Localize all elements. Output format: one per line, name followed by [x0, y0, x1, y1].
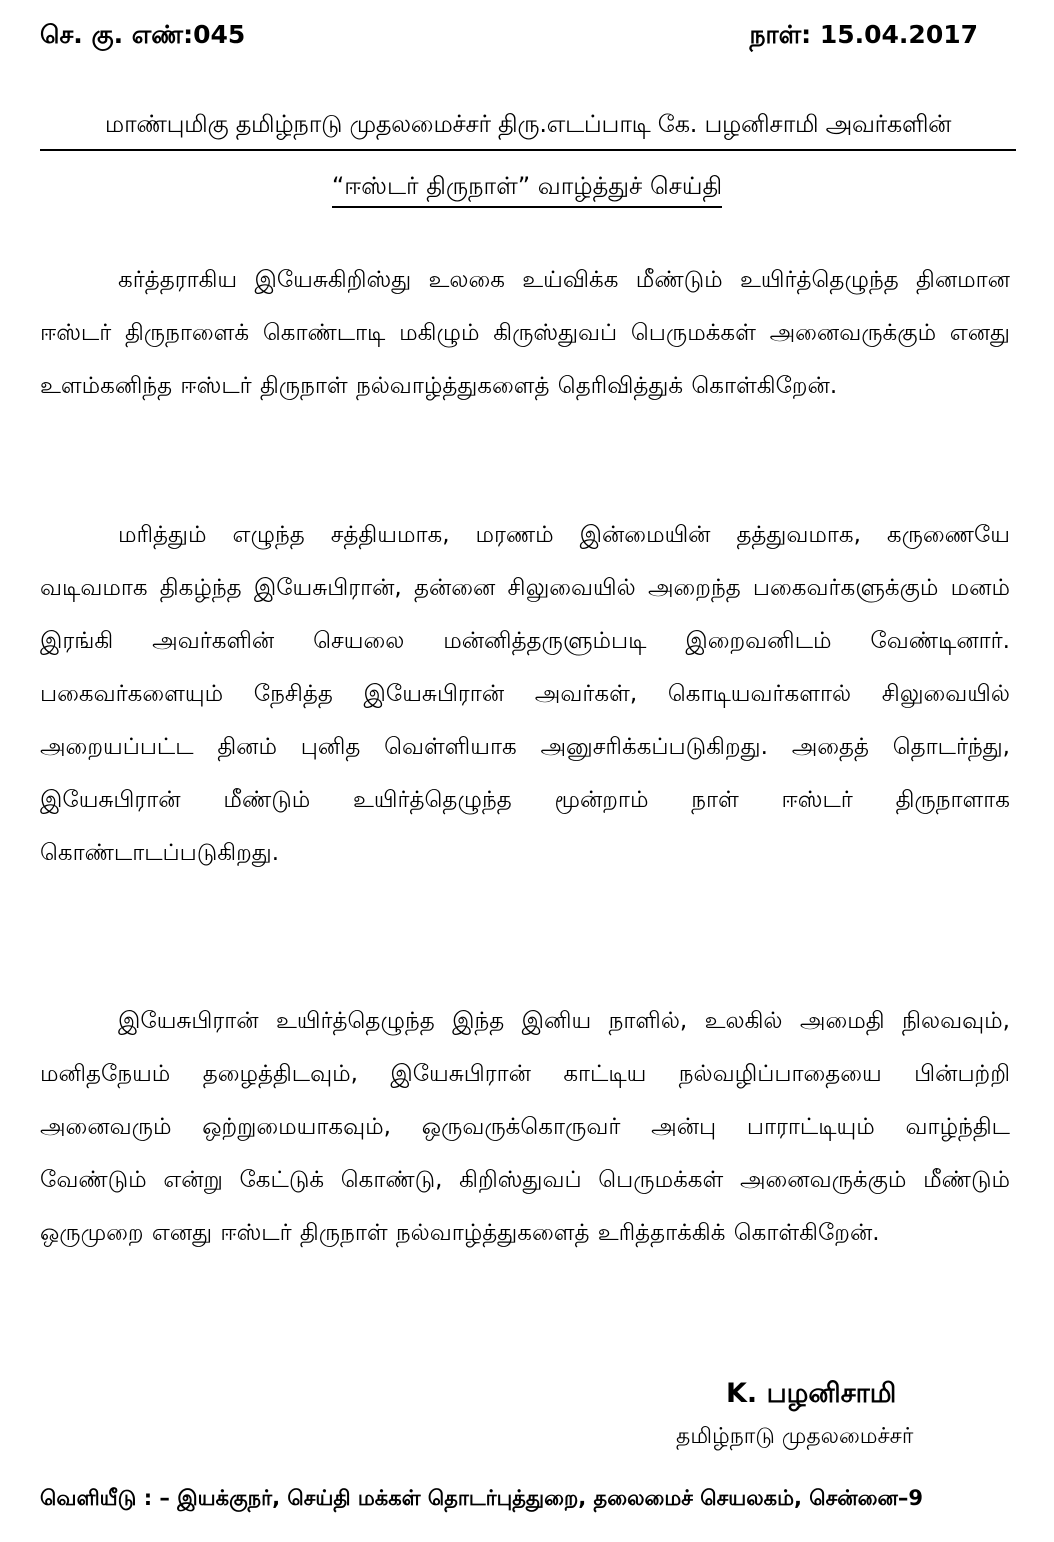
release-date: நாள்: 15.04.2017: [749, 20, 978, 49]
signatory-title: தமிழ்நாடு முதலமைச்சர்: [676, 1424, 914, 1449]
document-title-line2-wrapper: [0, 172, 1054, 208]
release-footer: வெளியீடு : – இயக்குநர், செய்தி மக்கள் தொடர்புத்துறை, தலைமைச் செயலகம், சென்னை–9: [40, 1486, 923, 1510]
message-paragraph-1: கர்த்தராகிய இயேசுகிறிஸ்து உலகை உய்விக்க மீண்டும் உயிர்த்தெழுந்த தினமான ஈஸ்டர் திருநாளைக் கொண்டாடி மகிழும் கிருஸ்துவப் பெருமக்கள் அனைவருக்கும் எனது உளம்கனிந்த ஈஸ்டர் திருநாள் நல்வாழ்த்துகளைத் தெரிவித்துக் கொள்கிறேன்.: [40, 267, 1010, 399]
reference-number: செ. கு. எண்:045: [40, 20, 246, 49]
document-title-line2: “ஈஸ்டர் திருநாள்” வாழ்த்துச் செய்தி: [332, 172, 722, 208]
message-paragraph-2: மரித்தும் எழுந்த சத்தியமாக, மரணம் இன்மையின் தத்துவமாக, கருணையே வடிவமாக திகழ்ந்த இயேசுபிரான், தன்னை சிலுவையில் அறைந்த பகைவர்களுக்கும் மனம் இரங்கி அவர்களின் செயலை மன்னித்தருளும்படி இறைவனிடம் வேண்டினார். பகைவர்களையும் நேசித்த இயேசுபிரான் அவர்கள், கொடியவர்களால் சிலுவையில் அறையப்பட்ட தினம் புனித வெள்ளியாக அனுசரிக்கப்படுகிறது. அதைத் தொடர்ந்து, இயேசுபிரான் மீண்டும் உயிர்த்தெழுந்த மூன்றாம் நாள் ஈஸ்டர் திருநாளாக கொண்டாடப்படுகிறது.: [40, 522, 1010, 866]
message-paragraph-3: இயேசுபிரான் உயிர்த்தெழுந்த இந்த இனிய நாளில், உலகில் அமைதி நிலவவும், மனிதநேயம் தழைத்திடவும், இயேசுபிரான் காட்டிய நல்வழிப்பாதையை பின்பற்றி அனைவரும் ஒற்றுமையாகவும், ஒருவருக்கொருவர் அன்பு பாராட்டியும் வாழ்ந்திட வேண்டும் என்று கேட்டுக் கொண்டு, கிறிஸ்துவப் பெருமக்கள் அனைவருக்கும் மீண்டும் ஒருமுறை எனது ஈஸ்டர் திருநாள் நல்வாழ்த்துகளைத் உரித்தாக்கிக் கொள்கிறேன்.: [40, 1008, 1010, 1246]
signatory-name: K. பழனிசாமி: [726, 1378, 897, 1409]
document-title-line1: மாண்புமிகு தமிழ்நாடு முதலமைச்சர் திரு.எடப்பாடி கே. பழனிசாமி அவர்களின்: [40, 110, 1016, 151]
